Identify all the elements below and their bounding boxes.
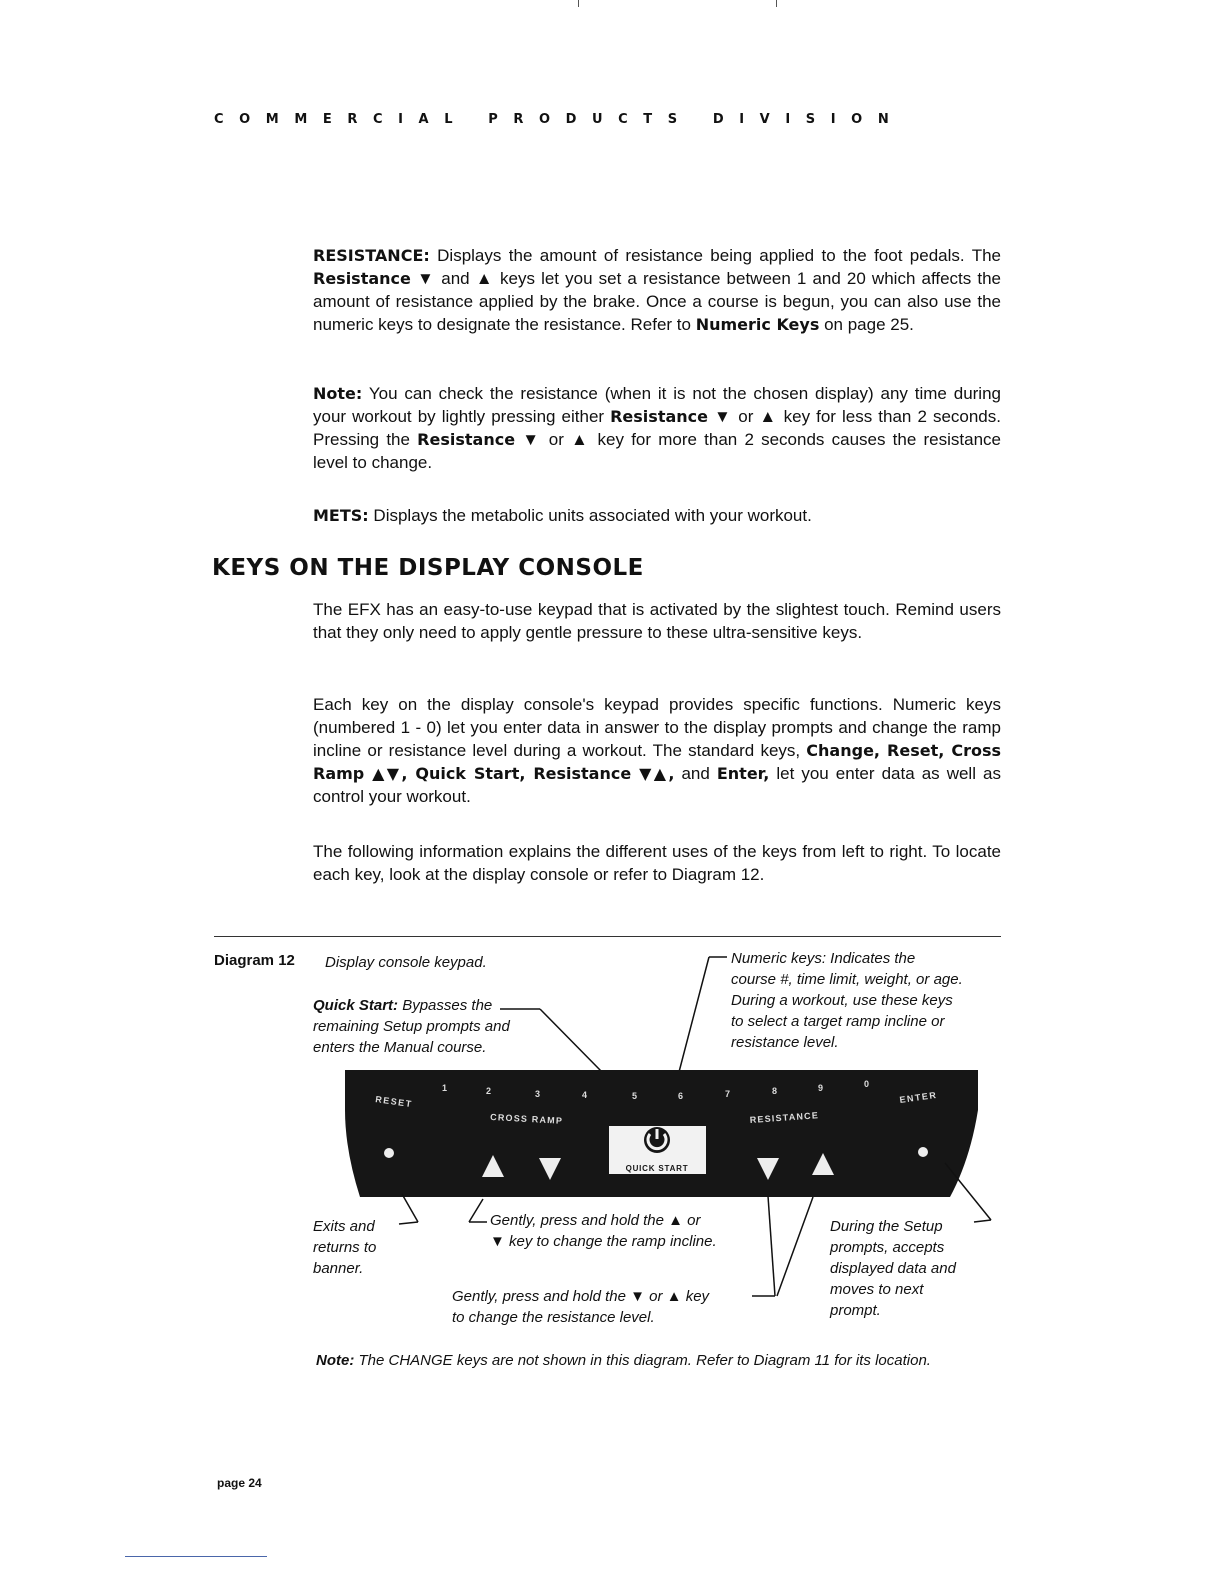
callout-line: Exits and: [313, 1218, 375, 1235]
callout-line: to select a target ramp incline or: [731, 1013, 945, 1030]
leader-line: [679, 957, 709, 1072]
quick-start-label: QUICK START: [625, 1164, 689, 1173]
leader-line: [777, 1197, 813, 1296]
resistance-key-label: Resistance: [610, 407, 708, 426]
running-header: COMMERCIAL PRODUCTS DIVISION: [214, 112, 905, 127]
quick-start-term: Quick Start:: [313, 997, 399, 1014]
diagram-label: Diagram 12: [214, 952, 295, 969]
reset-callout: [313, 1216, 376, 1279]
callout-line: prompts, accepts: [830, 1239, 945, 1256]
leader-line: [469, 1199, 483, 1222]
callout-line: moves to next: [830, 1281, 924, 1298]
callout-line: Gently, press and hold the ▼ or ▲ key: [452, 1288, 710, 1305]
callout-line: displayed data and: [830, 1260, 956, 1277]
callout-line: enters the Manual course.: [313, 1039, 487, 1056]
callout-line: resistance level.: [731, 1034, 839, 1051]
numeric-key-6: 6: [678, 1091, 684, 1101]
mets-term: METS:: [313, 506, 369, 525]
enter-key-label: ENTER: [898, 1089, 938, 1105]
note-text: ▼ or ▲ key for more than 2 seconds causes the resistance level to change.: [313, 430, 1001, 472]
callout-line: ▼ key to change the ramp incline.: [490, 1233, 717, 1250]
callout-line: Numeric keys: Indicates the: [731, 950, 916, 967]
keys-text: and: [674, 764, 717, 783]
callout-line: remaining Setup prompts and: [313, 1018, 510, 1035]
keys-text: Each key on the display console's keypad provides specific functions. Numeric keys (numbered 1 - 0) let you enter data in answer to the display prompts and change the ramp incline or resistance level during a workout. The standard keys,: [313, 695, 1001, 760]
keys-text: let you enter data as well as control your workout.: [313, 764, 1001, 806]
resistance-key-label: Resistance: [417, 430, 516, 449]
diagram-caption: Display console keypad.: [325, 954, 487, 971]
note-text: ▼ or ▲ key for less than 2 seconds. Pressing the: [313, 407, 1001, 449]
note-text: You can check the resistance (when it is not the chosen display) any time during your workout by lightly pressing either: [313, 384, 1001, 426]
numeric-keys-ref: Numeric Keys: [695, 315, 820, 334]
enter-button-dot: [918, 1147, 928, 1157]
numeric-key-2: 2: [486, 1086, 492, 1096]
footnote-text: The CHANGE keys are not shown in this diagram. Refer to Diagram 11 for its location.: [354, 1352, 931, 1369]
leader-line: [402, 1194, 418, 1222]
numeric-key-7: 7: [725, 1089, 731, 1099]
diagram-footnote: [316, 1352, 931, 1369]
callout-line: returns to: [313, 1239, 377, 1256]
cross-ramp-callout: [490, 1210, 770, 1252]
following-paragraph: The following information explains the different uses of the keys from left to right. To locate each key, look at the display console or refer to Diagram 12.: [313, 842, 1001, 884]
resistance-text: ▼ and ▲ keys let you set a resistance between 1 and 20 which affects the amount of resistance applied by the brake. Once a course is begun, you can also use the numeric keys to designate the resistance. Refer to: [313, 269, 1001, 334]
callout-line: course #, time limit, weight, or age.: [731, 971, 963, 988]
numeric-key-0: 0: [864, 1079, 870, 1089]
callout-line: banner.: [313, 1260, 364, 1277]
callout-line: prompt.: [830, 1302, 881, 1319]
note-term: Note:: [313, 384, 363, 403]
numeric-key-8: 8: [772, 1086, 778, 1096]
numeric-key-5: 5: [632, 1091, 638, 1101]
resistance-key-label: Resistance: [313, 269, 411, 288]
intro-paragraph: The EFX has an easy-to-use keypad that is activated by the slightest touch. Remind users that they only need to apply gentle pressure to these ultra-sensitive keys.: [313, 600, 1001, 642]
leader-line: [399, 1222, 418, 1224]
page-number: page 24: [217, 1476, 262, 1490]
callout-line: During a workout, use these keys: [731, 992, 953, 1009]
numeric-key-3: 3: [535, 1089, 541, 1099]
standard-keys-list: Change, Reset, Cross Ramp ▲▼, Quick Start, Resistance ▼▲,: [313, 741, 1001, 783]
callout-line: During the Setup: [830, 1218, 943, 1235]
resistance-text: Displays the amount of resistance being applied to the foot pedals. The: [429, 246, 1001, 265]
reset-key-label: RESET: [374, 1094, 414, 1110]
reset-button-dot: [384, 1148, 394, 1158]
cross-ramp-label: CROSS RAMP: [489, 1112, 564, 1126]
callout-line: Gently, press and hold the ▲ or: [490, 1212, 701, 1229]
bottom-rule: [125, 1556, 267, 1557]
resistance-callout: [452, 1286, 752, 1328]
resistance-text: on page 25.: [819, 315, 914, 334]
numeric-key-4: 4: [582, 1090, 588, 1100]
footnote-term: Note:: [316, 1352, 355, 1369]
mets-text: Displays the metabolic units associated with your workout.: [368, 506, 812, 525]
section-title: KEYS ON THE DISPLAY CONSOLE: [212, 555, 644, 581]
numeric-key-1: 1: [442, 1083, 448, 1093]
enter-key-label: Enter,: [716, 764, 770, 783]
leader-line: [540, 1009, 602, 1072]
resistance-term: RESISTANCE:: [313, 246, 430, 265]
resistance-keys-label: RESISTANCE: [749, 1110, 820, 1125]
callout-line: to change the resistance level.: [452, 1309, 655, 1326]
enter-callout: [830, 1216, 1000, 1321]
numeric-key-9: 9: [818, 1083, 824, 1093]
callout-line: Bypasses the: [398, 997, 493, 1014]
